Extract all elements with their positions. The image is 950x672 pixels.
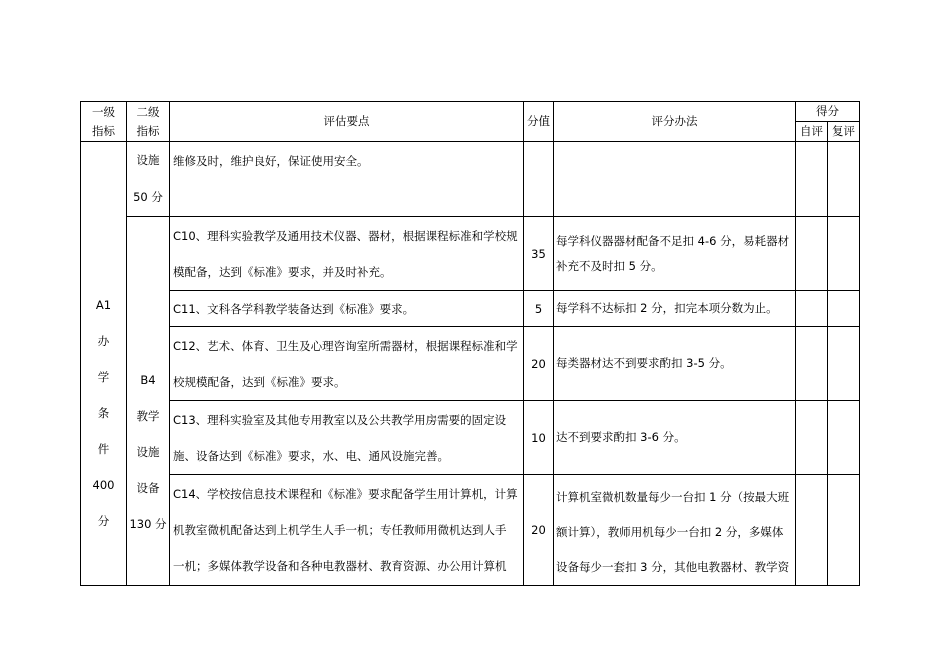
point-3-line-1: C12、艺术、体育、卫生及心理咨询室所需器材，根据课程标准和学 — [173, 339, 518, 353]
header-level2 — [127, 102, 170, 142]
point-1-line-1: C10、理科实验教学及通用技术仪器、器材，根据课程标准和学校规 — [173, 229, 518, 243]
value-cell-0 — [524, 142, 554, 217]
method-4-line-1: 达不到要求酌扣 3-6 分。 — [556, 430, 686, 444]
level1-char-2: 学 — [97, 370, 110, 384]
point-4-line-2: 施、设备达到《标准》要求，水、电、通风设施完善。 — [173, 449, 449, 463]
point-5-line-1: C14、学校按信息技术课程和《标准》要求配备学生用计算机，计算 — [173, 487, 518, 501]
value-cell-3: 20 — [524, 327, 554, 401]
point-0-line-1: 维修及时，维护良好，保证使用安全。 — [173, 154, 369, 168]
point-4-line-1: C13、理科实验室及其他专用教室以及公共教学用房需要的固定设 — [173, 413, 507, 427]
point-cell-4 — [170, 401, 524, 475]
evaluation-table — [80, 101, 860, 586]
level2-top-line2: 50 分 — [133, 190, 163, 204]
value-cell-4: 10 — [524, 401, 554, 475]
header-level1-line1: 一级 — [92, 104, 115, 119]
level2-line-3: 设施 — [136, 445, 160, 459]
level2-top-line1: 设施 — [136, 153, 160, 167]
point-3-line-2: 校规模配备，达到《标准》要求。 — [173, 375, 346, 389]
level1-code: A1 — [95, 298, 112, 312]
point-5-line-3: 一机；多媒体教学设备和各种电教器材、教育资源、办公用计算机 — [173, 559, 507, 573]
level2-code: B4 — [140, 373, 156, 387]
value-cell-1: 35 — [524, 217, 554, 291]
self-score-cell-5 — [796, 475, 828, 586]
header-level1 — [81, 102, 127, 142]
self-score-cell-3 — [796, 327, 828, 401]
method-5-line-2: 额计算），教师用机每少一台扣 2 分，多媒体 — [556, 525, 784, 539]
review-score-cell-2 — [828, 291, 860, 327]
method-1-line-1: 每学科仪器器材配备不足扣 4-6 分，易耗器材 — [556, 233, 790, 248]
header-level2-line2: 指标 — [136, 123, 160, 138]
method-2-line-1: 每学科不达标扣 2 分，扣完本项分数为止。 — [556, 301, 778, 315]
header-self: 自评 — [796, 122, 828, 142]
point-cell-2 — [170, 291, 524, 327]
level2-cell-top — [127, 142, 170, 217]
value-cell-2: 5 — [524, 291, 554, 327]
header-score-value: 分值 — [524, 102, 554, 142]
review-score-cell-1 — [828, 217, 860, 291]
level1-char-1: 办 — [97, 334, 110, 348]
level1-cell — [81, 142, 127, 586]
self-score-cell-2 — [796, 291, 828, 327]
self-score-cell-1 — [796, 217, 828, 291]
point-2-line-1: C11、文科各学科教学装备达到《标准》要求。 — [173, 302, 415, 316]
method-cell-3 — [554, 327, 796, 401]
review-score-cell-4 — [828, 401, 860, 475]
method-cell-5 — [554, 475, 796, 586]
level2-line-2: 教学 — [136, 409, 160, 423]
self-score-cell-0 — [796, 142, 828, 217]
level2-score: 130 分 — [129, 517, 167, 531]
review-score-cell-3 — [828, 327, 860, 401]
value-cell-5: 20 — [524, 475, 554, 586]
method-cell-0 — [554, 142, 796, 217]
level1-char-4: 件 — [97, 442, 110, 456]
method-3-line-1: 每类器材达不到要求酌扣 3-5 分。 — [556, 356, 732, 370]
review-score-cell-5 — [828, 475, 860, 586]
header-score: 得分 — [796, 102, 860, 122]
level1-char-3: 条 — [97, 406, 110, 420]
point-cell-1 — [170, 217, 524, 291]
point-cell-5 — [170, 475, 524, 586]
point-1-line-2: 模配备，达到《标准》要求，并及时补充。 — [173, 265, 392, 279]
header-points: 评估要点 — [170, 102, 524, 142]
review-score-cell-0 — [828, 142, 860, 217]
method-5-line-3: 设备每少一套扣 3 分，其他电教器材、教学资 — [556, 560, 790, 574]
method-cell-1 — [554, 217, 796, 291]
self-score-cell-4 — [796, 401, 828, 475]
header-method: 评分办法 — [554, 102, 796, 142]
method-5-line-1: 计算机室微机数量每少一台扣 1 分（按最大班 — [556, 490, 790, 504]
point-5-line-2: 机教室微机配备达到上机学生人手一机；专任教师用微机达到人手 — [173, 523, 507, 537]
level1-unit: 分 — [97, 514, 110, 528]
header-review: 复评 — [828, 122, 860, 142]
method-cell-4 — [554, 401, 796, 475]
point-cell-3 — [170, 327, 524, 401]
header-level2-line1: 二级 — [136, 104, 160, 119]
method-1-line-2: 补充不及时扣 5 分。 — [556, 258, 663, 273]
header-level1-line2: 指标 — [92, 123, 115, 138]
method-cell-2 — [554, 291, 796, 327]
point-cell-0 — [170, 142, 524, 217]
level2-cell-main — [127, 217, 170, 586]
level1-score: 400 — [92, 478, 115, 492]
level2-line-4: 设备 — [136, 481, 160, 495]
